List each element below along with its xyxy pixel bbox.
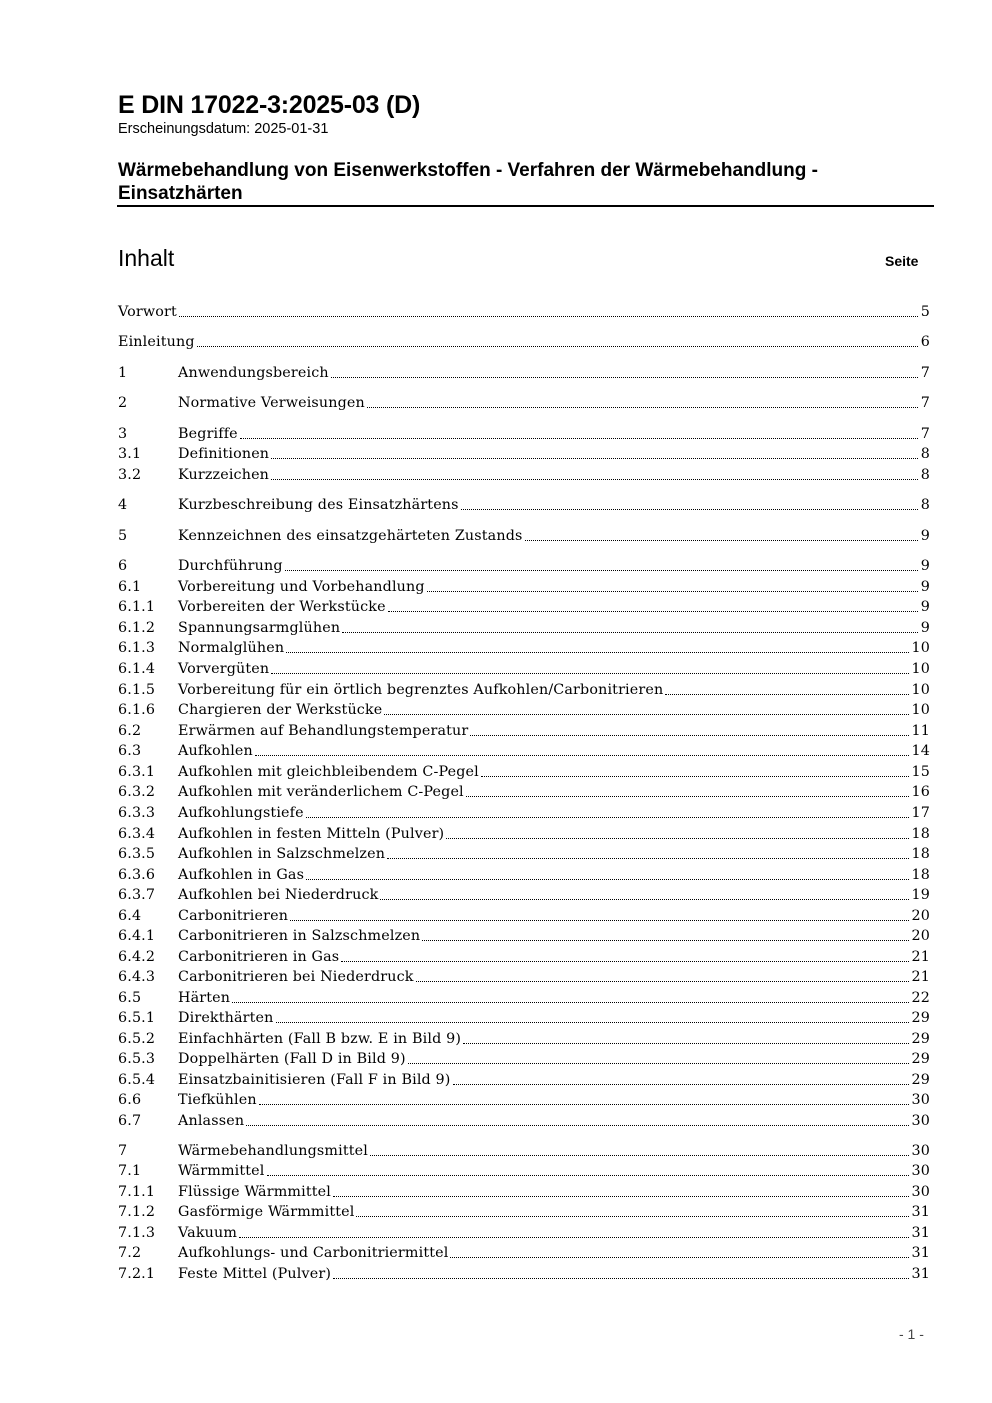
toc-entry-title: Erwärmen auf Behandlungstemperatur: [178, 723, 469, 739]
toc-entry[interactable]: [118, 906, 930, 926]
toc-entry-title: Aufkohlen in Gas: [178, 867, 305, 883]
toc-entry-number: 6.1.2: [118, 620, 156, 636]
toc-entry-title: Chargieren der Werkstücke: [178, 702, 383, 718]
toc-entry[interactable]: [118, 782, 930, 802]
toc-entry-page: 31: [911, 1245, 930, 1261]
toc-leader-dots: [367, 407, 918, 408]
toc-entry[interactable]: [118, 700, 930, 720]
page-column-label: Seite: [885, 253, 919, 269]
toc-entry-page: 15: [911, 764, 930, 780]
toc-entry[interactable]: [118, 680, 930, 700]
toc-entry-title: Aufkohlungstiefe: [178, 805, 304, 821]
toc-leader-dots: [341, 961, 908, 962]
toc-entry-number: 6.3.3: [118, 805, 156, 821]
toc-leader-dots: [384, 714, 908, 715]
toc-entry-title: Wärmmittel: [178, 1163, 265, 1179]
toc-entry-page: 29: [911, 1072, 930, 1088]
toc-entry-title: Begriffe: [178, 426, 238, 442]
toc-entry[interactable]: [118, 762, 930, 782]
toc-entry-title: Einfachhärten (Fall B bzw. E in Bild 9): [178, 1031, 462, 1047]
toc-entry-title: Spannungsarmglühen: [178, 620, 341, 636]
toc-leader-dots: [239, 1237, 908, 1238]
toc-entry[interactable]: [118, 363, 930, 383]
toc-entry[interactable]: [118, 824, 930, 844]
toc-entry-page: 30: [911, 1184, 930, 1200]
toc-leader-dots: [255, 755, 909, 756]
toc-entry-page: 30: [911, 1113, 930, 1129]
toc-entry[interactable]: [118, 526, 930, 546]
toc-entry-page: 10: [911, 640, 930, 656]
page-number: - 1 -: [899, 1326, 924, 1342]
toc-leader-dots: [470, 735, 908, 736]
header-divider: [117, 205, 934, 207]
toc-entry[interactable]: [118, 332, 930, 352]
toc-leader-dots: [356, 1216, 908, 1217]
toc-entry-number: 6.5: [118, 990, 142, 1006]
toc-entry[interactable]: [118, 577, 930, 597]
toc-entry-page: 30: [911, 1163, 930, 1179]
toc-entry-title: Gasförmige Wärmmittel: [178, 1204, 355, 1220]
toc-leader-dots: [285, 570, 918, 571]
toc-leader-dots: [333, 1278, 908, 1279]
toc-leader-dots: [481, 776, 909, 777]
toc-entry-number: 6.4.2: [118, 949, 156, 965]
toc-entry[interactable]: [118, 495, 930, 515]
toc-entry[interactable]: [118, 1202, 930, 1222]
toc-entry-title: Vorbereitung und Vorbehandlung: [178, 579, 425, 595]
toc-leader-dots: [461, 509, 918, 510]
toc-leader-dots: [446, 838, 908, 839]
toc-entry-page: 14: [911, 743, 930, 759]
publication-date: Erscheinungsdatum: 2025-01-31: [118, 121, 329, 137]
toc-entry-title: Kennzeichnen des einsatzgehärteten Zustands: [178, 528, 523, 544]
toc-entry-page: 10: [911, 702, 930, 718]
toc-leader-dots: [342, 632, 918, 633]
toc-entry-page: 29: [911, 1031, 930, 1047]
toc-entry-number: 6.3.2: [118, 784, 156, 800]
toc-entry-title: Normalglühen: [178, 640, 285, 656]
toc-entry-page: 11: [911, 723, 930, 739]
toc-entry-number: 6.5.3: [118, 1051, 156, 1067]
toc-entry-number: 6.3.1: [118, 764, 156, 780]
toc-entry-number: 5: [118, 528, 128, 544]
toc-entry-title: Tiefkühlen: [178, 1092, 257, 1108]
toc-entry-number: 7.1.3: [118, 1225, 156, 1241]
toc-entry[interactable]: [118, 444, 930, 464]
toc-entry-page: 9: [920, 620, 930, 636]
toc-entry[interactable]: [118, 597, 930, 617]
toc-entry-page: 18: [911, 867, 930, 883]
toc-entry-page: 8: [920, 446, 930, 462]
toc-entry-number: 6.3.4: [118, 826, 156, 842]
toc-entry-title: Aufkohlen in festen Mitteln (Pulver): [178, 826, 445, 842]
toc-leader-dots: [463, 1043, 908, 1044]
toc-entry-number: 6.4: [118, 908, 142, 924]
toc-leader-dots: [246, 1125, 908, 1126]
toc-entry-number: 7.1: [118, 1163, 142, 1179]
toc-leader-dots: [665, 694, 908, 695]
toc-entry-title: Vorwort: [118, 304, 177, 320]
toc-entry-number: 6.5.4: [118, 1072, 156, 1088]
toc-entry-page: 31: [911, 1225, 930, 1241]
toc-entry-page: 7: [920, 365, 930, 381]
toc-entry-number: 6.6: [118, 1092, 142, 1108]
toc-entry-number: 6.3.7: [118, 887, 156, 903]
toc-entry-title: Normative Verweisungen: [178, 395, 365, 411]
toc-leader-dots: [306, 817, 909, 818]
toc-leader-dots: [416, 981, 909, 982]
toc-entry[interactable]: [118, 618, 930, 638]
toc-leader-dots: [290, 920, 908, 921]
toc-leader-dots: [271, 479, 918, 480]
toc-entry-number: 6.2: [118, 723, 142, 739]
toc-leader-dots: [466, 796, 909, 797]
toc-entry-number: 7.2.1: [118, 1266, 156, 1282]
toc-entry[interactable]: [118, 885, 930, 905]
toc-entry[interactable]: [118, 556, 930, 576]
toc-entry-number: 6: [118, 558, 128, 574]
toc-entry-number: 6.4.3: [118, 969, 156, 985]
toc-entry[interactable]: [118, 926, 930, 946]
toc-entry-page: 5: [920, 304, 930, 320]
document-title: E DIN 17022-3:2025-03 (D): [118, 91, 421, 119]
toc-entry-page: 8: [920, 467, 930, 483]
toc-entry-page: 21: [911, 969, 930, 985]
toc-entry[interactable]: [118, 1161, 930, 1181]
toc-entry-title: Anlassen: [178, 1113, 245, 1129]
toc-entry-title: Aufkohlungs- und Carbonitriermittel: [178, 1245, 449, 1261]
toc-entry-page: 9: [920, 579, 930, 595]
toc-entry-title: Aufkohlen in Salzschmelzen: [178, 846, 386, 862]
toc-entry-title: Härten: [178, 990, 231, 1006]
toc-leader-dots: [422, 940, 908, 941]
toc-entry-number: 6.7: [118, 1113, 142, 1129]
toc-heading: Inhalt: [118, 245, 175, 271]
toc-entry-page: 18: [911, 826, 930, 842]
toc-entry-title: Definitionen: [178, 446, 270, 462]
toc-entry-title: Kurzbeschreibung des Einsatzhärtens: [178, 497, 459, 513]
toc-entry[interactable]: [118, 424, 930, 444]
toc-entry-title: Aufkohlen bei Niederdruck: [178, 887, 379, 903]
toc-leader-dots: [271, 458, 918, 459]
toc-entry-number: 6.4.1: [118, 928, 156, 944]
toc-entry-number: 3.1: [118, 446, 142, 462]
toc-entry-title: Carbonitrieren in Salzschmelzen: [178, 928, 421, 944]
toc-entry-number: 3.2: [118, 467, 142, 483]
toc-entry-page: 17: [911, 805, 930, 821]
toc-leader-dots: [232, 1002, 908, 1003]
toc-entry[interactable]: [118, 1243, 930, 1263]
toc-entry-page: 10: [911, 661, 930, 677]
toc-leader-dots: [276, 1022, 909, 1023]
toc-entry-page: 10: [911, 682, 930, 698]
toc-entry-title: Kurzzeichen: [178, 467, 270, 483]
toc-entry[interactable]: [118, 302, 930, 322]
toc-entry[interactable]: [118, 1029, 930, 1049]
toc-leader-dots: [388, 611, 918, 612]
toc-leader-dots: [450, 1257, 908, 1258]
toc-entry-page: 20: [911, 908, 930, 924]
toc-entry-title: Vorbereiten der Werkstücke: [178, 599, 386, 615]
toc-entry-title: Direkthärten: [178, 1010, 274, 1026]
toc-entry[interactable]: [118, 947, 930, 967]
toc-entry[interactable]: [118, 638, 930, 658]
toc-entry-title: Feste Mittel (Pulver): [178, 1266, 332, 1282]
toc-entry-number: 4: [118, 497, 128, 513]
toc-entry-title: Durchführung: [178, 558, 283, 574]
toc-leader-dots: [267, 1175, 909, 1176]
toc-entry[interactable]: [118, 465, 930, 485]
toc-entry[interactable]: [118, 1264, 930, 1284]
toc-entry[interactable]: [118, 988, 930, 1008]
toc-entry-page: 30: [911, 1092, 930, 1108]
toc-leader-dots: [179, 316, 918, 317]
toc-entry-page: 9: [920, 528, 930, 544]
toc-entry-title: Flüssige Wärmmittel: [178, 1184, 331, 1200]
toc-entry-page: 20: [911, 928, 930, 944]
toc-leader-dots: [271, 673, 908, 674]
toc-entry[interactable]: [118, 1090, 930, 1110]
toc-entry-page: 8: [920, 497, 930, 513]
toc-entry[interactable]: [118, 1008, 930, 1028]
toc-entry-title: Aufkohlen mit veränderlichem C-Pegel: [178, 784, 464, 800]
toc-entry[interactable]: [118, 803, 930, 823]
toc-entry-number: 6.3.5: [118, 846, 156, 862]
toc-leader-dots: [427, 591, 918, 592]
toc-entry-title: Carbonitrieren: [178, 908, 289, 924]
toc-leader-dots: [197, 346, 918, 347]
toc-entry[interactable]: [118, 1070, 930, 1090]
toc-entry[interactable]: [118, 1111, 930, 1131]
toc-entry[interactable]: [118, 844, 930, 864]
toc-entry-number: 7.1.1: [118, 1184, 156, 1200]
toc-entry-page: 6: [920, 334, 930, 350]
toc-entry-page: 31: [911, 1266, 930, 1282]
toc-entry-title: Wärmebehandlungsmittel: [178, 1143, 368, 1159]
toc-entry-page: 18: [911, 846, 930, 862]
toc-entry-title: Anwendungsbereich: [178, 365, 329, 381]
toc-entry-page: 21: [911, 949, 930, 965]
toc-entry[interactable]: [118, 1223, 930, 1243]
toc-entry-number: 6.5.1: [118, 1010, 156, 1026]
toc-entry-number: 1: [118, 365, 128, 381]
toc-entry[interactable]: [118, 1182, 930, 1202]
toc-entry-title: Einsatzbainitisieren (Fall F in Bild 9): [178, 1072, 451, 1088]
toc-entry-page: 9: [920, 599, 930, 615]
toc-entry-title: Vorvergüten: [178, 661, 270, 677]
toc-entry[interactable]: [118, 721, 930, 741]
toc-entry[interactable]: [118, 393, 930, 413]
toc-entry-title: Aufkohlen: [178, 743, 253, 759]
toc-leader-dots: [525, 540, 918, 541]
toc-entry-page: 29: [911, 1010, 930, 1026]
toc-entry[interactable]: [118, 865, 930, 885]
toc-entry-page: 30: [911, 1143, 930, 1159]
toc-entry-page: 7: [920, 426, 930, 442]
toc-entry-page: 16: [911, 784, 930, 800]
toc-leader-dots: [306, 879, 908, 880]
toc-entry-number: 7: [118, 1143, 128, 1159]
toc-leader-dots: [370, 1155, 909, 1156]
toc-entry-number: 6.1.1: [118, 599, 156, 615]
toc-entry-number: 6.1: [118, 579, 142, 595]
toc-entry[interactable]: [118, 1049, 930, 1069]
toc-entry-title: Carbonitrieren in Gas: [178, 949, 340, 965]
toc-entry[interactable]: [118, 967, 930, 987]
toc-entry-page: 22: [911, 990, 930, 1006]
toc-entry-number: 3: [118, 426, 128, 442]
toc-leader-dots: [380, 899, 908, 900]
toc-entry-number: 6.1.3: [118, 640, 156, 656]
toc-entry-page: 31: [911, 1204, 930, 1220]
toc-entry-title: Vakuum: [178, 1225, 238, 1241]
toc-entry-number: 7.1.2: [118, 1204, 156, 1220]
toc-entry-title: Aufkohlen mit gleichbleibendem C-Pegel: [178, 764, 479, 780]
toc-entry-number: 6.1.4: [118, 661, 156, 677]
toc-leader-dots: [331, 377, 918, 378]
toc-entry[interactable]: [118, 741, 930, 761]
toc-entry-title: Carbonitrieren bei Niederdruck: [178, 969, 414, 985]
toc-entry-title: Einleitung: [118, 334, 195, 350]
toc-leader-dots: [259, 1104, 909, 1105]
toc-entry-number: 6.1.6: [118, 702, 156, 718]
toc-entry-page: 29: [911, 1051, 930, 1067]
toc-leader-dots: [387, 858, 908, 859]
toc-leader-dots: [333, 1196, 909, 1197]
toc-entry-number: 2: [118, 395, 128, 411]
toc-leader-dots: [408, 1063, 909, 1064]
toc-entry-number: 6.1.5: [118, 682, 156, 698]
document-subtitle: Wärmebehandlung von Eisenwerkstoffen - Verfahren der Wärmebehandlung - Einsatzhärten: [118, 160, 818, 204]
toc-entry-page: 7: [920, 395, 930, 411]
toc-entry-title: Doppelhärten (Fall D in Bild 9): [178, 1051, 406, 1067]
toc-leader-dots: [240, 438, 918, 439]
toc-leader-dots: [453, 1084, 909, 1085]
toc-entry-title: Vorbereitung für ein örtlich begrenztes Aufkohlen/Carbonitrieren: [178, 682, 664, 698]
toc-entry[interactable]: [118, 1141, 930, 1161]
toc-entry-number: 7.2: [118, 1245, 142, 1261]
toc-entry-page: 19: [911, 887, 930, 903]
toc-entry-number: 6.3: [118, 743, 142, 759]
toc-entry-number: 6.3.6: [118, 867, 156, 883]
toc-entry-page: 9: [920, 558, 930, 574]
toc-entry[interactable]: [118, 659, 930, 679]
toc-entry-number: 6.5.2: [118, 1031, 156, 1047]
toc-leader-dots: [286, 652, 908, 653]
